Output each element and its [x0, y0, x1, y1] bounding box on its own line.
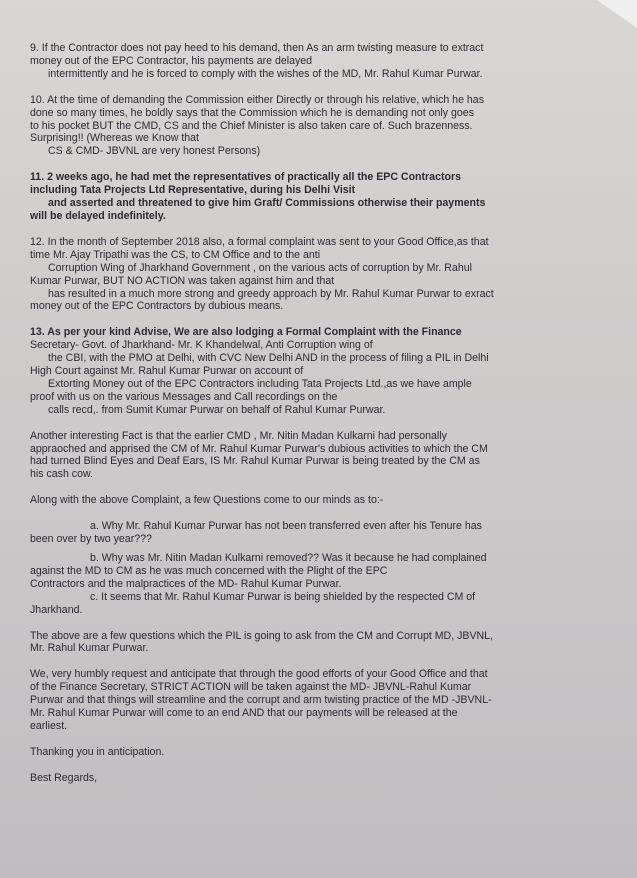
closing-thanks: Thanking you in anticipation. — [30, 745, 165, 758]
paragraph-9: 9. If the Contractor does not pay heed to his demand, then As an arm twisting measure to extract money out of the EPC Contractor, his payments are delayed intermittently and he is forced to comply with the wishes of the MD, Mr. Rahul Kumar Purwar. — [30, 42, 484, 80]
paragraph-11: 11. 2 weeks ago, he had met the representatives of practically all the EPC Contractors including Tata Projects Ltd Representative, during his Delhi Visit and asserted and threatened to give him Graft/ Commissions otherwise their payments will be delayed indefinitely. — [30, 171, 486, 222]
paragraph-fact: Another interesting Fact is that the earlier CMD , Mr. Nitin Madan Kulkarni had personally appraoched and apprised the CM of Mr. Rahul Kumar Purwar's dubious activities to which the CM had turned Blind Eyes and Deaf Ears, IS Mr. Rahul Kumar Purwar is being treated by the CM as his cash cow. — [30, 429, 488, 481]
questions-intro: Along with the above Complaint, a few Questions come to our minds as to:- — [30, 494, 384, 507]
paragraph-12: 12. In the month of September 2018 also, a formal complaint was sent to your Good Office,as that time Mr. Ajay Tripathi was the CS, to CM Office and to the anti Corruption Wing of Jharkhand Government , on the various acts of corruption by Mr. Rahul Kumar Purwar, BUT NO ACTION was taken against him and that has resulted in a much more strong and greedy approach by Mr. Rahul Kumar Purwar to exract money out of the EPC Contractors by dubious means. — [30, 235, 494, 313]
question-a: a. Why Mr. Rahul Kumar Purwar has not been transferred even after his Tenure has been over by two year??? — [30, 520, 482, 546]
paragraph-10: 10. At the time of demanding the Commission either Directly or through his relative, which he has done so many times, he boldly says that the Commission which he is demanding not only goes to his pocket BUT the CMD, CS and the Chief Minister is also taken care of. Such brazenness. Surprising!! (Whereas we Know that CS & CMD- JBVNL are very honest Persons) — [30, 93, 484, 158]
question-c: c. It seems that Mr. Rahul Kumar Purwar is being shielded by the respected CM of Jharkhand. — [30, 590, 476, 616]
closing-regards: Best Regards, — [30, 771, 98, 784]
paragraph-request: We, very humbly request and anticipate that through the good efforts of your Good Office and that of the Finance Secretary, STRICT ACTION will be taken against the MD- JBVNL-Rahul Kumar Purwar and that things will streamline and the corrupt and arm twisting practice of the MD -JBVNL- Mr. Rahul Kumar Purwar will come to an end AND that our payments will be released at the earliest. — [30, 668, 492, 732]
question-b: b. Why was Mr. Nitin Madan Kulkarni removed?? Was it because he had complained against the MD to CM as he was much concerned with the Plight of the EPC Contractors and the malpractices of the MD- Rahul Kumar Purwar. — [30, 552, 487, 590]
paragraph-13: 13. As per your kind Advise, We are also lodging a Formal Complaint with the Finance Secretary- Govt. of Jharkhand- Mr. K Khandelwal, Anti Corruption wing of the CBI, with the PMO at Delhi, with CVC New Delhi AND in the process of filing a PIL in Delhi High Court against Mr. Rahul Kumar Purwar on account of Extorting Money out of the EPC Contractors including Tata Projects Ltd.,as we have ample proof with us on the various Messages and Call recordings on the calls recd,. from Sumit Kumar Purwar on behalf of Rahul Kumar Purwar. — [30, 326, 489, 416]
paragraph-pil: The above are a few questions which the PIL is going to ask from the CM and Corrupt MD, JBVNL, Mr. Rahul Kumar Purwar. — [30, 629, 494, 655]
